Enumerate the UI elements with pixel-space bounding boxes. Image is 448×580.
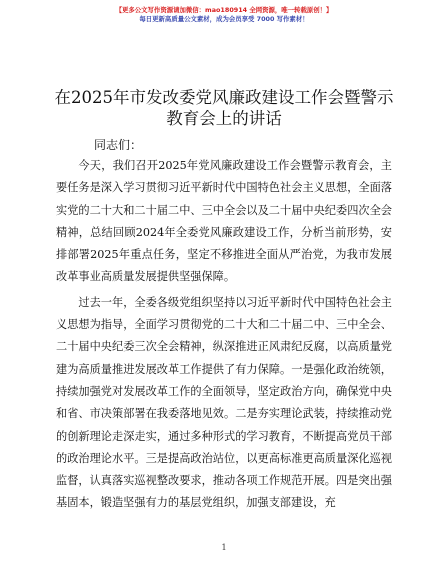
salutation: 同志们：	[94, 138, 143, 152]
banner-line-2: 每日更新高质量公文素材，成为会员享受 7000 写作素材！	[139, 15, 309, 23]
title-line-2: 教育会上的讲话	[166, 109, 282, 128]
page-number: 1	[221, 543, 227, 552]
banner-line-1: 【更多公文写作资源请加微信：mao180914 全网资源，唯一转载原创！】	[115, 6, 333, 14]
document-body	[56, 155, 392, 515]
body-paragraph-1: 今天，我们召开2025年党风廉政建设工作会暨警示教育会，主要任务是深入学习贯彻习近平新时代中国特色社会主义思想，全面落实党的二十大和二十届二中、三中全会以及二十届中央纪委四次全会精神，总结回顾2024年全委党风廉政建设工作，分析当前形势，安排部署2025年重点任务，坚定不移推进全面从严治党，为我市发展改革事业高质量发展提供坚强保障。	[56, 159, 392, 284]
header-banner	[0, 6, 448, 24]
title-line-1: 在2025年市发改委党风廉政建设工作会暨警示	[54, 88, 394, 107]
body-paragraph-2: 过去一年，全委各级党组织坚持以习近平新时代中国特色社会主义思想为指导，全面学习贯彻党的二十大和二十届二中、三中全会、二十届中央纪委三次全会精神，纵深推进正风肃纪反腐，以高质量党建为高质量推进发展改革工作提供了有力保障。一是强化政治统领，持续加强党对发展改革工作的全面领导，坚定政治方向，确保党中央和省、市决策部署在我委落地见效。二是夯实理论武装，持续推动党的创新理论走深走实，通过多种形式的学习教育，不断提高党员干部的政治理论水平。三是提高政治站位，以更高标准更高质量深化巡视监督，认真落实巡视整改要求，推动各项工作规范开展。四是突出强基固本，锻造坚强有力的基层党组织，加强支部建设，充	[56, 295, 392, 510]
document-title	[20, 87, 428, 129]
